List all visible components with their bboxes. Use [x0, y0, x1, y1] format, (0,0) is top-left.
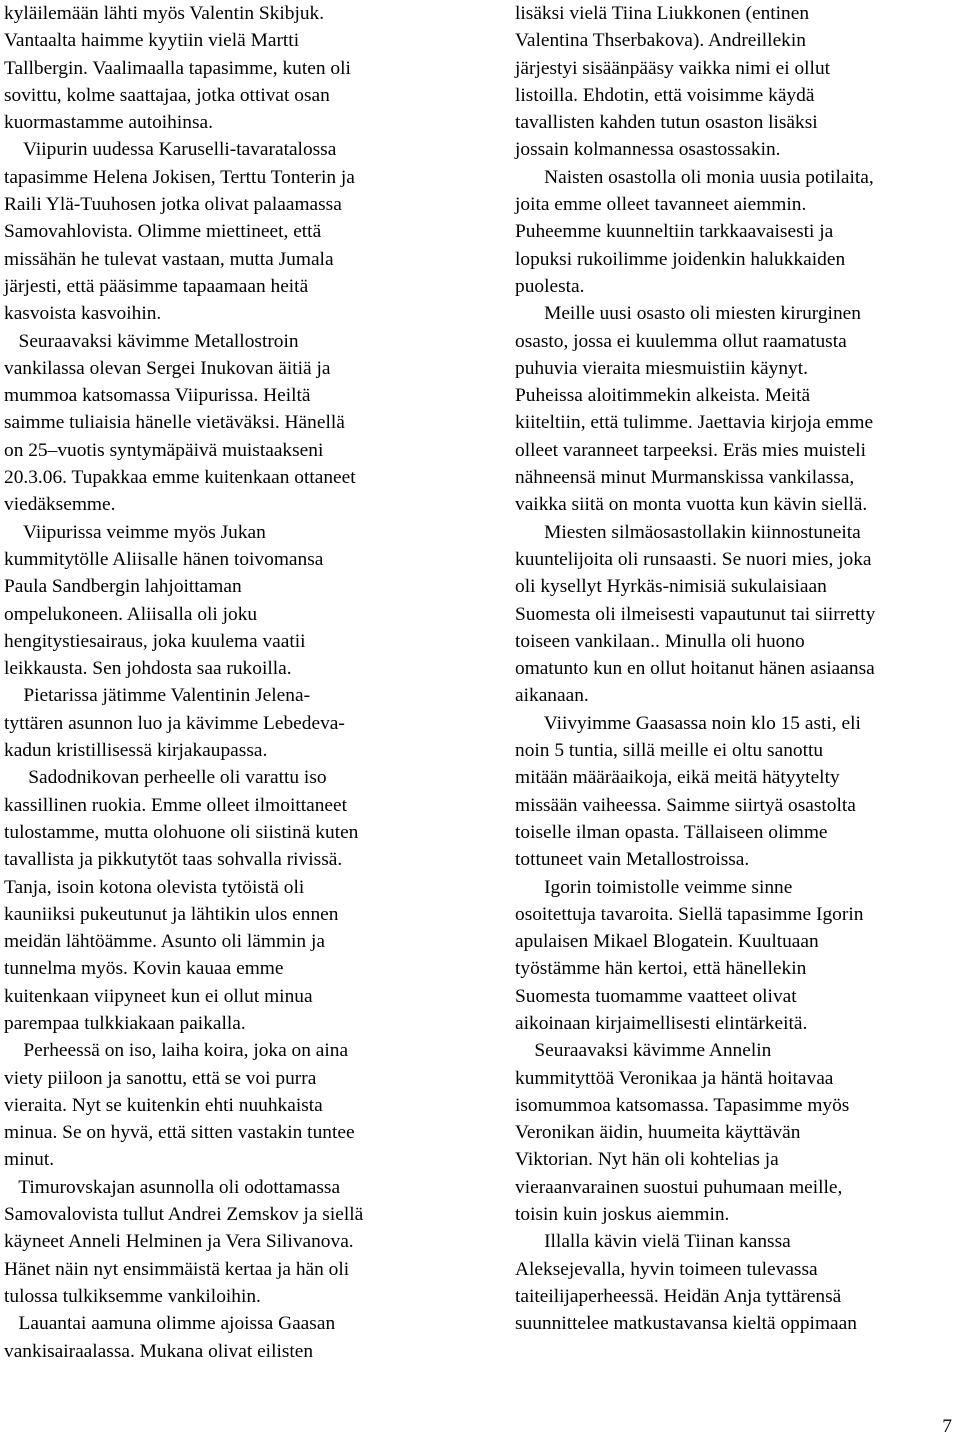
- text-line: järjesti, että pääsimme tapaamaan heitä: [4, 275, 309, 297]
- text-line: Illalla kävin vielä Tiinan kanssa: [515, 1231, 791, 1253]
- text-line: kummityttöä Veronikaa ja häntä hoitavaa: [515, 1067, 834, 1089]
- text-line: tulostamme, mutta olohuone oli siistinä kuten: [4, 821, 359, 843]
- text-line: meidän lähtöämme. Asunto oli lämmin ja: [4, 931, 325, 953]
- text-line: nähneensä minut Murmanskissa vankilassa,: [515, 467, 855, 489]
- text-line: noin 5 tuntia, sillä meille ei oltu sanottu: [515, 740, 824, 762]
- text-line: Veronikan äidin, huumeita käyttävän: [515, 1122, 801, 1144]
- text-line: lisäksi vielä Tiina Liukkonen (entinen: [515, 3, 810, 24]
- text-line: olleet varanneet tarpeeksi. Eräs mies muisteli: [515, 439, 867, 461]
- text-line: listoilla. Ehdotin, että voisimme käydä: [515, 84, 815, 106]
- text-line: toiseen vankilaan.. Minulla oli huono: [515, 630, 805, 652]
- text-line: sovittu, kolme saattajaa, jotka ottivat osan: [4, 84, 330, 106]
- text-line: saimme tuliaisia hänelle vietäväksi. Hänellä: [4, 412, 345, 434]
- text-line: Aleksejevalla, hyvin toimeen tulevassa: [515, 1258, 818, 1280]
- text-line: leikkausta. Sen johdosta saa rukoilla.: [4, 658, 292, 680]
- text-line: tyttären asunnon luo ja kävimme Lebedeva-: [4, 712, 345, 734]
- text-line: toiselle ilman opasta. Tällaiseen olimme: [515, 821, 828, 843]
- text-line: Seuraavaksi kävimme Metallostroin: [4, 330, 299, 352]
- text-line: Valentina Thserbakova). Andreillekin: [515, 30, 806, 52]
- text-line: aikoinaan kirjaimellisesti elintärkeitä.: [515, 1012, 808, 1034]
- text-line: parempaa tulkkiakaan paikalla.: [4, 1012, 246, 1034]
- text-line: isomummoa katsomassa. Tapasimme myös: [515, 1094, 850, 1116]
- text-line: hengitystiesairaus, joka kuulema vaatii: [4, 630, 306, 652]
- text-line: kiiteltiin, että tulimme. Jaettavia kirjoja emme: [515, 412, 874, 434]
- text-line: kuormastamme autoihinsa.: [4, 112, 213, 134]
- text-line: Puheissa aloitimmekin alkeista. Meitä: [515, 385, 811, 407]
- text-line: viedäksemme.: [4, 494, 116, 516]
- text-line: tulossa tulkiksemme vankiloihin.: [4, 1285, 261, 1307]
- text-line: lopuksi rukoilimme joidenkin halukkaiden: [515, 248, 846, 270]
- text-line: Seuraavaksi kävimme Annelin: [515, 1040, 772, 1062]
- text-line: toisin kuin joskus aiemmin.: [515, 1204, 730, 1226]
- text-line: suunnittelee matkustavansa kieltä oppimaan: [515, 1313, 857, 1335]
- text-line: Viipurissa veimme myös Jukan: [4, 521, 266, 543]
- text-line: työstämme hän kertoi, että hänellekin: [515, 958, 807, 980]
- text-line: puolesta.: [515, 275, 585, 297]
- text-line: tapasimme Helena Jokisen, Terttu Tonterin ja: [4, 166, 355, 188]
- text-line: Suomesta tuomamme vaatteet olivat: [515, 985, 797, 1007]
- text-line: joita emme olleet tavanneet aiemmin.: [515, 194, 807, 216]
- text-line: Suomesta oli ilmeisesti vapautunut tai siirretty: [515, 603, 876, 625]
- text-line: Paula Sandbergin lahjoittaman: [4, 576, 242, 598]
- text-line: Samovalovista tullut Andrei Zemskov ja siellä: [4, 1204, 364, 1226]
- text-line: Lauantai aamuna olimme ajoissa Gaasan: [4, 1313, 336, 1335]
- text-line: Raili Ylä-Tuuhosen jotka olivat palaamassa: [4, 194, 342, 216]
- text-line: kasvoista kasvoihin.: [4, 303, 162, 325]
- text-line: viety piiloon ja sanottu, että se voi purra: [4, 1067, 317, 1089]
- text-line: Timurovskajan asunnolla oli odottamassa: [4, 1176, 341, 1198]
- text-line: Viktorian. Nyt hän oli kohtelias ja: [515, 1149, 779, 1171]
- text-line: Perheessä on iso, laiha koira, joka on aina: [4, 1040, 349, 1062]
- text-line: kuitenkaan viipyneet kun ei ollut minua: [4, 985, 313, 1007]
- text-line: apulaisen Mikael Blogatein. Kuultuaan: [515, 931, 819, 953]
- text-line: Naisten osastolla oli monia uusia potilaita,: [515, 166, 874, 188]
- text-line: aikanaan.: [515, 685, 589, 707]
- text-line: mummoa katsomassa Viipurissa. Heiltä: [4, 385, 311, 407]
- text-line: osasto, jossa ei kuulemma ollut raamatusta: [515, 330, 847, 352]
- text-line: oli kysellyt Hyrkäs-nimisiä sukulaisiaan: [515, 576, 827, 598]
- text-line: missään vaiheessa. Saimme siirtyä osastolta: [515, 794, 856, 816]
- text-line: järjestyi sisäänpääsy vaikka nimi ei ollut: [515, 57, 831, 79]
- text-line: kuuntelijoita oli runsaasti. Se nuori mies, joka: [515, 548, 872, 570]
- text-line: Viivyimme Gaasassa noin klo 15 asti, eli: [515, 712, 861, 734]
- text-line: Vantaalta haimme kyytiin vielä Martti: [4, 30, 300, 52]
- text-line: on 25–vuotis syntymäpäivä muistaakseni: [4, 439, 324, 461]
- text-line: vieraanvarainen suostui puhumaan meille,: [515, 1176, 843, 1198]
- text-line: tottuneet vain Metallostroissa.: [515, 849, 750, 871]
- text-line: osoitettuja tavaroita. Siellä tapasimme Igorin: [515, 903, 864, 925]
- page-number: 7: [942, 1416, 952, 1437]
- text-line: Hänet näin nyt ensimmäistä kertaa ja hän oli: [4, 1258, 350, 1280]
- text-line: omatunto kun en ollut hoitanut hänen asiaansa: [515, 658, 875, 680]
- text-line: missähän he tulevat vastaan, mutta Jumala: [4, 248, 334, 270]
- text-line: Tanja, isoin kotona olevista tytöistä oli: [4, 876, 305, 898]
- text-line: mitään määräaikoja, eikä meitä hätyytelty: [515, 767, 840, 789]
- text-line: kassillinen ruokia. Emme olleet ilmoittaneet: [4, 794, 348, 816]
- text-line: vankilassa olevan Sergei Inukovan äitiä ja: [4, 357, 331, 379]
- text-line: Puheemme kuunneltiin tarkkaavaisesti ja: [515, 221, 834, 243]
- text-line: taiteilijaperheessä. Heidän Anja tyttärensä: [515, 1285, 842, 1307]
- text-line: 20.3.06. Tupakkaa emme kuitenkaan ottaneet: [4, 467, 356, 489]
- text-line: Igorin toimistolle veimme sinne: [515, 876, 793, 898]
- left-text-column: [4, 0, 456, 1365]
- text-line: puhuvia vieraita miesmuistiin käynyt.: [515, 357, 808, 379]
- text-line: Samovahlovista. Olimme miettineet, että: [4, 221, 322, 243]
- text-line: Sadodnikovan perheelle oli varattu iso: [4, 767, 327, 789]
- right-text-column: [515, 0, 955, 1338]
- text-line: minua. Se on hyvä, että sitten vastakin tuntee: [4, 1122, 355, 1144]
- text-line: kauniiksi pukeutunut ja lähtikin ulos ennen: [4, 903, 339, 925]
- text-line: vieraita. Nyt se kuitenkin ehti nuuhkaista: [4, 1094, 323, 1116]
- text-line: minut.: [4, 1149, 55, 1171]
- text-line: tavallista ja pikkutytöt taas sohvalla rivissä.: [4, 849, 343, 871]
- text-line: käyneet Anneli Helminen ja Vera Silivanova.: [4, 1231, 354, 1253]
- text-line: ompelukoneen. Aliisalla oli joku: [4, 603, 258, 625]
- text-line: tunnelma myös. Kovin kauaa emme: [4, 958, 284, 980]
- text-line: vankisairaalassa. Mukana olivat eilisten: [4, 1340, 314, 1362]
- text-line: Tallbergin. Vaalimaalla tapasimme, kuten oli: [4, 57, 351, 79]
- text-line: vaikka siitä on monta vuotta kun kävin siellä.: [515, 494, 868, 516]
- text-line: tavallisten kahden tutun osaston lisäksi: [515, 112, 818, 134]
- text-line: kummitytölle Aliisalle hänen toivomansa: [4, 548, 324, 570]
- text-line: kadun kristillisessä kirjakaupassa.: [4, 740, 268, 762]
- text-line: kyläilemään lähti myös Valentin Skibjuk.: [4, 3, 325, 24]
- text-line: Miesten silmäosastollakin kiinnostuneita: [515, 521, 861, 543]
- text-line: Meille uusi osasto oli miesten kirurginen: [515, 303, 861, 325]
- text-line: jossain kolmannessa osastossakin.: [515, 139, 781, 161]
- text-line: Pietarissa jätimme Valentinin Jelena-: [4, 685, 311, 707]
- text-line: Viipurin uudessa Karuselli-tavaratalossa: [4, 139, 337, 161]
